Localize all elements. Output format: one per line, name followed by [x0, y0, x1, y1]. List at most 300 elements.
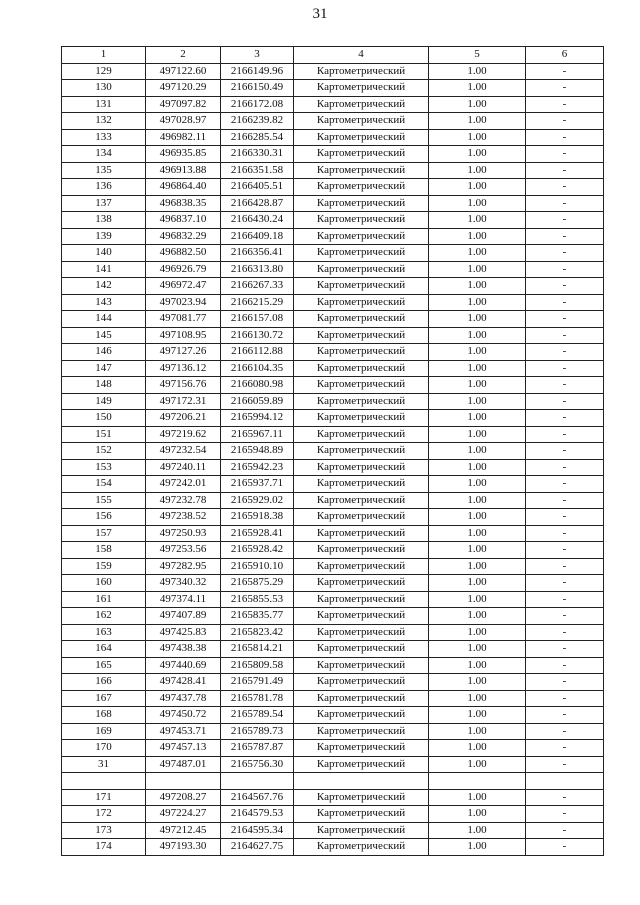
table-cell: 153	[62, 459, 146, 476]
table-cell: 1.00	[429, 63, 526, 80]
table-cell: 2165918.38	[221, 509, 294, 526]
table-cell: 2164579.53	[221, 806, 294, 823]
table-row	[62, 806, 604, 823]
table-row	[62, 410, 604, 427]
table-cell: 496982.11	[146, 129, 221, 146]
table-cell: Картометрический	[294, 261, 429, 278]
table-cell: 1.00	[429, 393, 526, 410]
table-cell: Картометрический	[294, 344, 429, 361]
table-cell: 497253.56	[146, 542, 221, 559]
table-cell: 150	[62, 410, 146, 427]
table-cell: 1.00	[429, 344, 526, 361]
table-cell: Картометрический	[294, 707, 429, 724]
table-cell: 2165928.41	[221, 525, 294, 542]
table-cell: 1.00	[429, 789, 526, 806]
table-cell: Картометрический	[294, 393, 429, 410]
table-cell: 2166150.49	[221, 80, 294, 97]
table-cell: 2165787.87	[221, 740, 294, 757]
table-cell: 148	[62, 377, 146, 394]
table-cell: -	[526, 806, 604, 823]
table-cell: 1.00	[429, 162, 526, 179]
table-cell: 1.00	[429, 410, 526, 427]
table-cell: 2166351.58	[221, 162, 294, 179]
table-cell: Картометрический	[294, 179, 429, 196]
table-cell: 1.00	[429, 690, 526, 707]
column-header: 6	[526, 47, 604, 64]
table-cell: 497127.26	[146, 344, 221, 361]
table-cell: 497340.32	[146, 575, 221, 592]
table-cell: Картометрический	[294, 740, 429, 757]
table-cell: 497208.27	[146, 789, 221, 806]
table-row	[62, 542, 604, 559]
table-cell: -	[526, 245, 604, 262]
table-cell: 497282.95	[146, 558, 221, 575]
table-cell: 1.00	[429, 575, 526, 592]
table-row	[62, 63, 604, 80]
table-cell: Картометрический	[294, 542, 429, 559]
table-cell: 496935.85	[146, 146, 221, 163]
table-cell: -	[526, 344, 604, 361]
table-cell: 1.00	[429, 740, 526, 757]
table-cell: 165	[62, 657, 146, 674]
table-cell: 497242.01	[146, 476, 221, 493]
table-row	[62, 113, 604, 130]
table-cell: 2165942.23	[221, 459, 294, 476]
table-cell: 2166172.08	[221, 96, 294, 113]
table-row	[62, 245, 604, 262]
table-cell: -	[526, 80, 604, 97]
table-cell: 1.00	[429, 327, 526, 344]
table-cell: 497156.76	[146, 377, 221, 394]
table-row	[62, 476, 604, 493]
table-cell: Картометрический	[294, 278, 429, 295]
table-cell: 1.00	[429, 195, 526, 212]
table-cell: 1.00	[429, 80, 526, 97]
table-cell: 2166405.51	[221, 179, 294, 196]
table-cell: 496926.79	[146, 261, 221, 278]
table-cell: 2165835.77	[221, 608, 294, 625]
table-cell: 1.00	[429, 657, 526, 674]
table-cell: 2165789.54	[221, 707, 294, 724]
table-cell: Картометрический	[294, 476, 429, 493]
table-cell: 2165855.53	[221, 591, 294, 608]
table-cell: 1.00	[429, 426, 526, 443]
table-cell: -	[526, 261, 604, 278]
table-cell: Картометрический	[294, 162, 429, 179]
table-cell: 131	[62, 96, 146, 113]
table-cell: 497487.01	[146, 756, 221, 773]
table-cell: -	[526, 756, 604, 773]
table-cell: 496838.35	[146, 195, 221, 212]
table-cell: 497232.54	[146, 443, 221, 460]
table-cell: 162	[62, 608, 146, 625]
table-cell: 2166149.96	[221, 63, 294, 80]
table-cell: 2166130.72	[221, 327, 294, 344]
table-cell: -	[526, 146, 604, 163]
table-row	[62, 96, 604, 113]
table-row	[62, 509, 604, 526]
table-cell: 497120.29	[146, 80, 221, 97]
table-cell: 2166428.87	[221, 195, 294, 212]
table-cell: 2165910.10	[221, 558, 294, 575]
table-cell: 1.00	[429, 525, 526, 542]
table-cell: Картометрический	[294, 377, 429, 394]
table-cell: 497425.83	[146, 624, 221, 641]
table-cell: 154	[62, 476, 146, 493]
table-cell: 146	[62, 344, 146, 361]
table-cell: 2166313.80	[221, 261, 294, 278]
table-row	[62, 756, 604, 773]
table-cell: 1.00	[429, 294, 526, 311]
table-cell: Картометрический	[294, 525, 429, 542]
table-cell: 2165928.42	[221, 542, 294, 559]
table-cell: Картометрический	[294, 360, 429, 377]
table-cell: 168	[62, 707, 146, 724]
table-cell: Картометрический	[294, 806, 429, 823]
table-cell: Картометрический	[294, 591, 429, 608]
table-cell: 155	[62, 492, 146, 509]
table-cell: 1.00	[429, 261, 526, 278]
table-cell: 1.00	[429, 509, 526, 526]
table-cell: -	[526, 707, 604, 724]
table-cell: 496972.47	[146, 278, 221, 295]
table-cell: -	[526, 410, 604, 427]
table-cell: 141	[62, 261, 146, 278]
table-cell: Картометрический	[294, 129, 429, 146]
table-cell: 2165791.49	[221, 674, 294, 691]
table-cell: -	[526, 674, 604, 691]
table-cell: 497097.82	[146, 96, 221, 113]
table-cell: 2164627.75	[221, 839, 294, 856]
table-cell: 1.00	[429, 360, 526, 377]
table-row	[62, 129, 604, 146]
table-cell: Картометрический	[294, 839, 429, 856]
table-cell: Картометрический	[294, 195, 429, 212]
table-cell: -	[526, 311, 604, 328]
table-cell: 132	[62, 113, 146, 130]
table-cell: 2165809.58	[221, 657, 294, 674]
table-cell	[146, 773, 221, 790]
table-row	[62, 657, 604, 674]
table-row	[62, 80, 604, 97]
table-cell: 1.00	[429, 179, 526, 196]
table-cell	[526, 773, 604, 790]
table-cell: 142	[62, 278, 146, 295]
table-cell: -	[526, 377, 604, 394]
table-cell: 164	[62, 641, 146, 658]
table-cell: 1.00	[429, 476, 526, 493]
table-row	[62, 443, 604, 460]
table-cell: Картометрический	[294, 113, 429, 130]
table-cell: Картометрический	[294, 690, 429, 707]
table-cell: -	[526, 525, 604, 542]
table-cell: -	[526, 740, 604, 757]
table-row	[62, 608, 604, 625]
table-row	[62, 377, 604, 394]
table-row	[62, 591, 604, 608]
table-cell: 497250.93	[146, 525, 221, 542]
table-cell: 2166409.18	[221, 228, 294, 245]
table-cell: 497108.95	[146, 327, 221, 344]
table-cell: Картометрический	[294, 245, 429, 262]
table-row	[62, 162, 604, 179]
table-cell: 159	[62, 558, 146, 575]
table-cell: 496882.50	[146, 245, 221, 262]
table-cell: -	[526, 228, 604, 245]
table-cell: 497407.89	[146, 608, 221, 625]
table-cell: 163	[62, 624, 146, 641]
table-cell: 172	[62, 806, 146, 823]
table-cell: 133	[62, 129, 146, 146]
table-cell: 2166330.31	[221, 146, 294, 163]
table-cell: 1.00	[429, 674, 526, 691]
table-cell: 135	[62, 162, 146, 179]
table-cell: -	[526, 641, 604, 658]
table-cell: 497453.71	[146, 723, 221, 740]
column-header: 2	[146, 47, 221, 64]
table-cell: 2165756.30	[221, 756, 294, 773]
table-cell: -	[526, 195, 604, 212]
column-header: 3	[221, 47, 294, 64]
table-cell: 2166239.82	[221, 113, 294, 130]
table-cell: Картометрический	[294, 80, 429, 97]
table-cell: 157	[62, 525, 146, 542]
table-cell: -	[526, 113, 604, 130]
table-cell: 497440.69	[146, 657, 221, 674]
table-cell: 496913.88	[146, 162, 221, 179]
table-cell: Картометрический	[294, 96, 429, 113]
table-cell: 1.00	[429, 641, 526, 658]
table-cell: -	[526, 179, 604, 196]
table-cell: 136	[62, 179, 146, 196]
table-cell: 2166080.98	[221, 377, 294, 394]
table-cell: -	[526, 624, 604, 641]
table-cell: 147	[62, 360, 146, 377]
table-cell: 2165967.11	[221, 426, 294, 443]
table-cell: 171	[62, 789, 146, 806]
table-cell: -	[526, 575, 604, 592]
table-cell: 1.00	[429, 459, 526, 476]
table-cell: 497450.72	[146, 707, 221, 724]
table-cell: 1.00	[429, 146, 526, 163]
table-cell: 2166285.54	[221, 129, 294, 146]
table-cell: 2166215.29	[221, 294, 294, 311]
table-row	[62, 723, 604, 740]
table-cell: 1.00	[429, 591, 526, 608]
table-cell: 2166112.88	[221, 344, 294, 361]
table-cell: 497212.45	[146, 822, 221, 839]
table-cell: 129	[62, 63, 146, 80]
table-cell: 1.00	[429, 443, 526, 460]
table-cell: 149	[62, 393, 146, 410]
table-row	[62, 294, 604, 311]
table-cell: 169	[62, 723, 146, 740]
table-cell: Картометрический	[294, 311, 429, 328]
table-cell: -	[526, 608, 604, 625]
table-row	[62, 426, 604, 443]
table-cell: 1.00	[429, 228, 526, 245]
table-cell: -	[526, 162, 604, 179]
table-cell: 2165929.02	[221, 492, 294, 509]
table-cell: 497224.27	[146, 806, 221, 823]
table-cell: 167	[62, 690, 146, 707]
table-cell: 2166267.33	[221, 278, 294, 295]
table-cell: -	[526, 96, 604, 113]
table-cell: 2165781.78	[221, 690, 294, 707]
table-cell: 1.00	[429, 542, 526, 559]
table-cell	[429, 773, 526, 790]
table-row	[62, 558, 604, 575]
table-cell: 152	[62, 443, 146, 460]
table-cell: -	[526, 129, 604, 146]
table-row	[62, 674, 604, 691]
table-cell: 497438.38	[146, 641, 221, 658]
table-cell: Картометрический	[294, 228, 429, 245]
table-cell: 1.00	[429, 96, 526, 113]
table-cell: -	[526, 393, 604, 410]
table-cell: 1.00	[429, 756, 526, 773]
column-header: 5	[429, 47, 526, 64]
table-cell: Картометрический	[294, 63, 429, 80]
table-cell: 496837.10	[146, 212, 221, 229]
table-cell: -	[526, 542, 604, 559]
table-cell: 161	[62, 591, 146, 608]
table-row	[62, 146, 604, 163]
table-cell: 496832.29	[146, 228, 221, 245]
table-cell: -	[526, 476, 604, 493]
table-cell: Картометрический	[294, 509, 429, 526]
table-cell: 2166356.41	[221, 245, 294, 262]
table-cell: -	[526, 327, 604, 344]
table-cell: 497437.78	[146, 690, 221, 707]
table-cell: Картометрический	[294, 558, 429, 575]
table-cell: 143	[62, 294, 146, 311]
table-row	[62, 575, 604, 592]
table-cell: Картометрический	[294, 756, 429, 773]
table-row	[62, 773, 604, 790]
table-cell: 2166059.89	[221, 393, 294, 410]
table-cell	[62, 773, 146, 790]
table-cell: Картометрический	[294, 657, 429, 674]
table-header-row	[62, 47, 604, 64]
table-row	[62, 641, 604, 658]
table-row	[62, 311, 604, 328]
table-row	[62, 624, 604, 641]
table-cell: -	[526, 426, 604, 443]
table-row	[62, 459, 604, 476]
table-cell: 2165948.89	[221, 443, 294, 460]
table-cell: 1.00	[429, 377, 526, 394]
table-row	[62, 344, 604, 361]
table-cell: 170	[62, 740, 146, 757]
table-cell: -	[526, 509, 604, 526]
table-cell: 2165814.21	[221, 641, 294, 658]
table-row	[62, 525, 604, 542]
table-cell: -	[526, 558, 604, 575]
table-cell: 497081.77	[146, 311, 221, 328]
table-cell: 31	[62, 756, 146, 773]
table-cell: -	[526, 690, 604, 707]
table-row	[62, 690, 604, 707]
table-cell: 1.00	[429, 822, 526, 839]
table-cell: 2164595.34	[221, 822, 294, 839]
table-body	[62, 63, 604, 855]
table-cell: -	[526, 212, 604, 229]
table-cell: 140	[62, 245, 146, 262]
table-cell: 174	[62, 839, 146, 856]
table-cell: Картометрический	[294, 410, 429, 427]
table-row	[62, 822, 604, 839]
table-cell: 2165823.42	[221, 624, 294, 641]
table-cell: 144	[62, 311, 146, 328]
table-cell: 497172.31	[146, 393, 221, 410]
table-cell: 497374.11	[146, 591, 221, 608]
table-cell: 2165789.73	[221, 723, 294, 740]
table-cell: -	[526, 723, 604, 740]
table-cell: Картометрический	[294, 789, 429, 806]
table-cell: 1.00	[429, 113, 526, 130]
table-cell: 156	[62, 509, 146, 526]
table-row	[62, 839, 604, 856]
table-cell: 496864.40	[146, 179, 221, 196]
table-cell: Картометрический	[294, 294, 429, 311]
table-cell: 497238.52	[146, 509, 221, 526]
table-cell: 137	[62, 195, 146, 212]
table-cell: -	[526, 822, 604, 839]
table-cell: 1.00	[429, 723, 526, 740]
table-cell: 145	[62, 327, 146, 344]
table-row	[62, 789, 604, 806]
table-cell: Картометрический	[294, 212, 429, 229]
table-cell: -	[526, 591, 604, 608]
table-cell: -	[526, 789, 604, 806]
table-cell: 130	[62, 80, 146, 97]
table-row	[62, 393, 604, 410]
table-cell: 2166157.08	[221, 311, 294, 328]
table-cell: 1.00	[429, 707, 526, 724]
table-row	[62, 278, 604, 295]
table-cell: 2166104.35	[221, 360, 294, 377]
table-cell: Картометрический	[294, 146, 429, 163]
table-cell: 1.00	[429, 212, 526, 229]
page-number: 31	[312, 6, 328, 22]
table-cell: 497023.94	[146, 294, 221, 311]
table-cell: 2165937.71	[221, 476, 294, 493]
table-cell: 497028.97	[146, 113, 221, 130]
table-cell: -	[526, 294, 604, 311]
table-cell: 497219.62	[146, 426, 221, 443]
table-cell: 1.00	[429, 839, 526, 856]
table-row	[62, 360, 604, 377]
coordinates-table	[61, 46, 604, 856]
table-cell: 166	[62, 674, 146, 691]
table-cell: Картометрический	[294, 624, 429, 641]
table-cell: Картометрический	[294, 723, 429, 740]
table-cell: 1.00	[429, 278, 526, 295]
table-cell: -	[526, 492, 604, 509]
table-cell: 2164567.76	[221, 789, 294, 806]
table-row	[62, 179, 604, 196]
table-row	[62, 195, 604, 212]
table-cell: -	[526, 443, 604, 460]
table-cell: 1.00	[429, 558, 526, 575]
table-cell: Картометрический	[294, 822, 429, 839]
table-cell: Картометрический	[294, 327, 429, 344]
table-row	[62, 228, 604, 245]
table-cell: -	[526, 360, 604, 377]
table-cell: 497193.30	[146, 839, 221, 856]
table-cell: 2165994.12	[221, 410, 294, 427]
